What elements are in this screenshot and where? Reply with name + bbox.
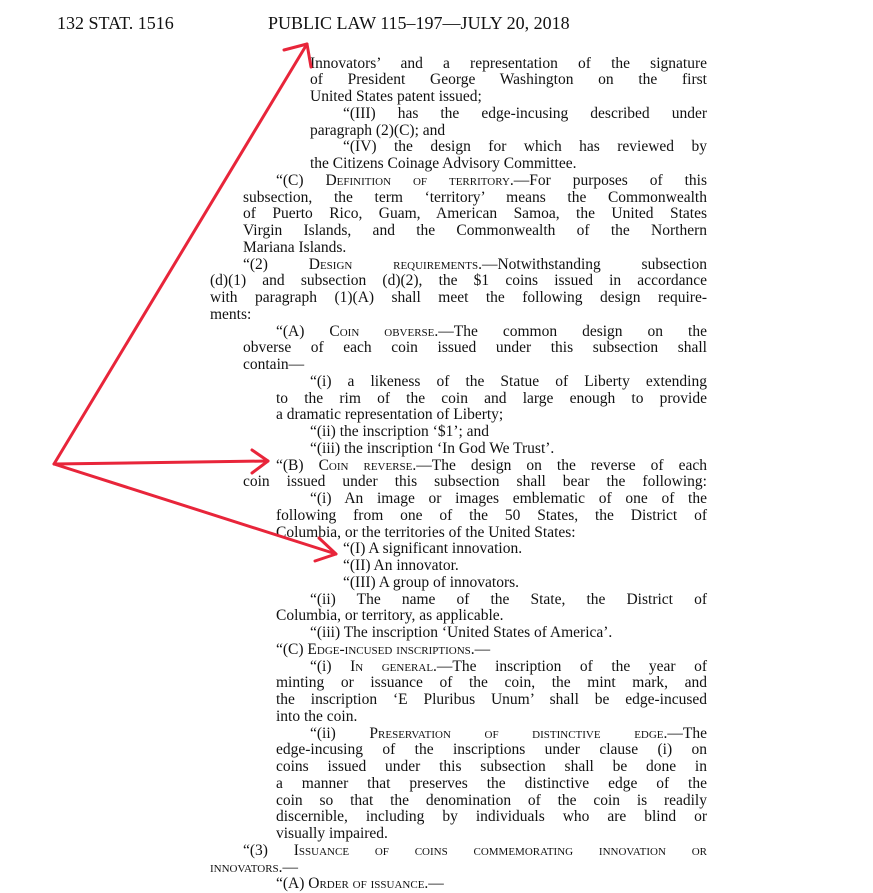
text-segment: a manner that preserves the distinctive edge of the [276,774,707,792]
text-segment: discernible, including by individuals who are blind or [276,808,707,826]
text-segment: following from one of the 50 States, the District of [276,506,707,524]
arrow-line-middle [54,461,268,464]
text-segment: “(B) [276,456,319,474]
text-segment: coins issued under this subsection shall be done in [276,758,707,775]
text-segment: .— [278,858,299,876]
text-segment: “(ii) [310,724,370,742]
text-segment: “(i) An image or images emblematic of one of the [310,490,707,507]
section-heading: innovators [210,858,279,876]
section-heading: Design requirements [308,255,479,273]
text-segment: “(iii) the inscription ‘In God We Trust’. [310,439,555,457]
text-segment: of Puerto Rico, Guam, American Samoa, the United States [243,205,707,223]
arrow-head-top [284,44,311,67]
text-segment: subsection, the term ‘territory’ means the Commonwealth [243,188,707,206]
text-segment: .—Notwithstanding subsection [478,255,707,273]
page-title: PUBLIC LAW 115–197—JULY 20, 2018 [268,13,570,33]
text-segment: .—The [663,724,707,742]
text-segment: “(A) [276,322,330,340]
section-heading: In general [350,657,434,675]
text-segment: .— [470,640,491,658]
text-segment: “(C) [276,640,308,658]
arrow-line-top [54,44,307,464]
text-segment: with paragraph (1)(A) shall meet the following design require- [210,289,707,306]
text-segment: obverse of each coin issued under this subsection shall [243,339,707,357]
arrow-line-bottom [54,464,336,554]
text-segment: United States patent issued; [310,88,482,105]
text-segment: .—For purposes of this [509,171,707,189]
text-segment: edge-incusing of the inscriptions under clause (i) on [276,741,707,759]
text-segment: contain— [243,356,305,373]
text-segment: Mariana Islands. [243,238,347,256]
text-segment: visually impaired. [276,825,388,842]
section-heading: Coin obverse [329,322,435,340]
text-segment: a dramatic representation of Liberty; [276,406,504,424]
text-segment: (d)(1) and subsection (d)(2), the $1 coins issued in accordance [210,272,707,290]
text-segment: .—The common design on the [434,322,707,340]
text-segment: ments: [210,305,252,323]
text-segment: “(i) a likeness of the Statue of Liberty extending [310,372,707,390]
text-segment: .— [424,875,444,893]
text-segment: “(III) A group of innovators. [343,573,520,591]
text-segment: minting or issuance of the coin, the mint mark, and [276,674,707,692]
text-segment: “(2) [243,255,309,273]
text-segment: “(iii) The inscription ‘United States of America’. [310,624,613,641]
text-segment: “(C) [276,171,326,189]
text-segment: into the coin. [276,707,358,725]
text-segment: Innovators’ and a representation of the signature [310,54,707,72]
text-segment: coin issued under this subsection shall bear the following: [243,473,707,491]
section-heading: Preservation of distinctive edge [369,724,664,742]
text-segment: “(I) A significant innovation. [343,540,523,558]
text-segment: .—The design on the reverse of each [412,456,707,474]
text-segment: Columbia, or territory, as applicable. [276,607,504,625]
text-segment: “(A) [276,875,309,893]
section-heading: Coin reverse [318,456,413,474]
text-segment: “(IV) the design for which has reviewed by [343,138,707,156]
text-segment: “(III) has the edge-incusing described under [343,104,707,122]
text-segment: “(ii) the inscription ‘$1’; and [310,423,490,440]
text-segment: coin so that the denomination of the coin is readily [276,791,707,809]
section-heading: Edge-incused inscriptions [307,640,471,658]
section-heading: Issuance of coins commemorating innovation or [293,841,707,859]
text-segment: .—The inscription of the year of [433,657,707,675]
text-segment: Columbia, or the territories of the United States: [276,523,576,541]
page-reference: 132 STAT. 1516 [57,13,174,33]
text-segment: paragraph (2)(C); and [310,121,446,139]
text-segment: of President George Washington on the first [310,71,707,89]
text-segment: “(ii) The name of the State, the District of [310,590,707,608]
text-segment: to the rim of the coin and large enough to provide [276,389,707,407]
text-segment: Virgin Islands, and the Commonwealth of the Northern [243,222,707,239]
text-segment: “(i) [310,657,351,675]
section-heading: Order of issuance [308,875,425,893]
text-segment: the Citizens Coinage Advisory Committee. [310,155,577,172]
section-heading: Definition of territory [325,171,510,189]
text-segment: “(II) An innovator. [343,557,459,574]
text-segment: the inscription ‘E Pluribus Unum’ shall be edge-incused [276,691,707,708]
text-segment: “(3) [243,841,294,859]
